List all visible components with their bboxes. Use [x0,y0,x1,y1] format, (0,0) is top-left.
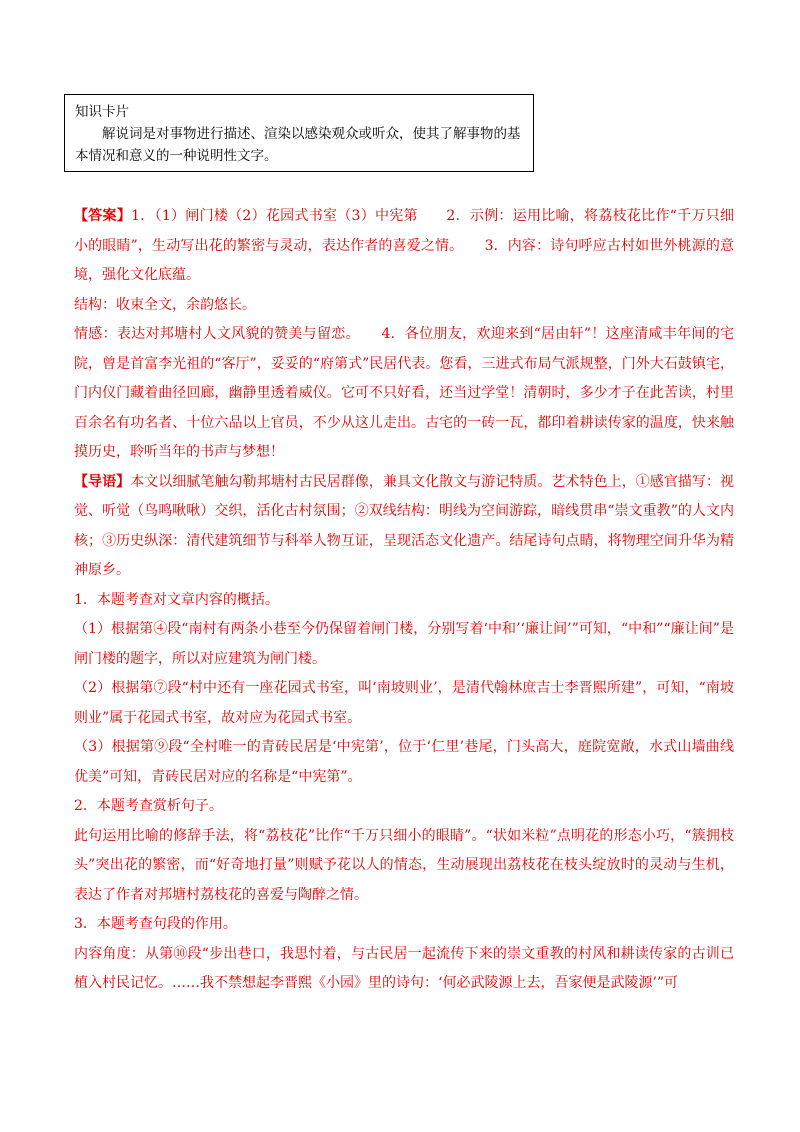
q3-text: 内容角度：从第⑩段“步出巷口，我思忖着，与古民居一起流传下来的崇文重教的村风和耕读传家的古训已植入村民记忆。……我不禁想起李晋熙《小园》里的诗句：‘何必武陵源上去，吾家便是武陵源’”可 [74,945,734,991]
guide-text: 本文以细腻笔触勾勒邦塘村古民居群像，兼具文化散文与游记特质。艺术特色上，①感官描写：视觉、听觉（鸟鸣啾啾）交织，活化古村氛围；②双线结构：明线为空间游踪，暗线贯串“崇文重教”的人文内核；③历史纵深：清代建筑细节与科举人物互证，呈现活态文化遗产。结尾诗句点睛，将物理空间升华为精神原乡。 [74,473,735,578]
answer-tag: 【答案】 [74,208,132,224]
knowledge-card-title: 知识卡片 [75,104,129,120]
emotion-paragraph: 情感：表达对邦塘村人文风貌的赞美与留恋。 4．各位朋友，欢迎来到“居由轩”！这座清咸丰年间的宅院，曾是首富李光祖的“客厅”，妥妥的“府第式”民居代表。您看，三进式布局气派规整，门外大石鼓镇宅，门内仪门藏着曲径回廊，幽静里透着威仪。它可不只好看，还当过学堂！清朝时，多少才子在此苦读，村里百余名有功名者、十位六品以上官员，不少从这儿走出。古宅的一砖一瓦，都印着耕读传家的温度，快来触摸历史，聆听当年的书声与梦想！ [74,326,734,460]
q2-title: 2．本题考查赏析句子。 [74,798,223,814]
q1-title: 1．本题考查对文章内容的概括。 [74,591,279,608]
answer-section [74,202,734,999]
knowledge-card-body: 解说词是对事物进行描述、渲染以感染观众或听众，使其了解事物的基本情况和意义的一种说明性文字。 [75,126,521,164]
structure-paragraph: 结构：收束全文，余韵悠长。 [74,296,256,313]
answer-paragraph [74,202,734,291]
q1-part-2: （2）根据第⑦段“村中还有一座花园式书室，叫‘南坡则业’，是清代翰林庶吉士李晋熙所建”，可知，“南坡则业”属于花园式书室，故对应为花园式书室。 [74,680,734,726]
answer-text: 1．（1）闸门楼（2）花园式书室（3）中宪第 2．示例：运用比喻，将荔枝花比作“千万只细小的眼睛”，生动写出花的繁密与灵动，表达作者的喜爱之情。 3．内容：诗句呼应古村如世外桃源的意境，强化文化底蕴。 [74,208,734,283]
q2-text: 此句运用比喻的修辞手法，将“荔枝花”比作“千万只细小的眼睛”。“状如米粒”点明花的形态小巧，“簇拥枝头”突出花的繁密，而“好奇地打量”则赋予花以人的情态，生动展现出荔枝花在枝头绽放时的灵动与生机，表达了作者对邦塘村荔枝花的喜爱与陶醉之情。 [74,827,734,903]
q1-part-1: （1）根据第④段“南村有两条小巷至今仍保留着闸门楼，分别写着‘中和’‘廉让间’”可知，“中和”“廉让间”是闸门楼的题字，所以对应建筑为闸门楼。 [74,621,734,667]
q1-part-3: （3）根据第⑨段“全村唯一的青砖民居是‘中宪第’，位于‘仁里’巷尾，门头高大，庭院宽敞，水式山墙曲线优美”可知，青砖民居对应的名称是“中宪第”。 [74,739,734,785]
guide-tag: 【导语】 [74,473,131,490]
q3-title: 3．本题考查句段的作用。 [74,916,237,932]
knowledge-card [64,94,534,172]
guide-paragraph [74,468,734,586]
